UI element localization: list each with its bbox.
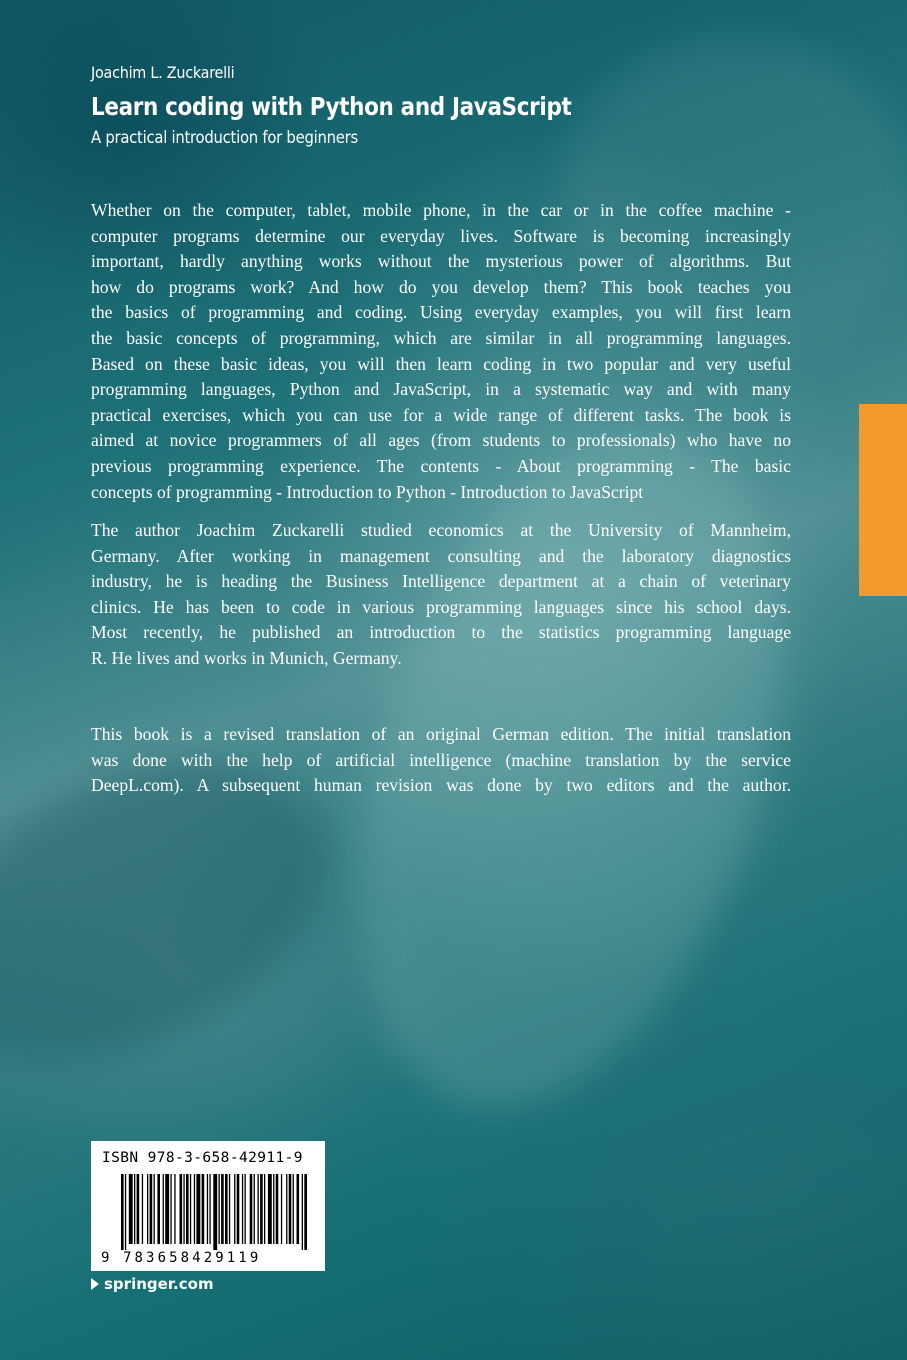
barcode-bars	[121, 1174, 307, 1250]
orange-accent-tab	[859, 404, 907, 596]
bio-line: clinics. He has been to code in various programming languages since his school days.	[91, 596, 791, 617]
bio-line: Most recently, he published an introduction to the statistics programming language	[91, 622, 791, 643]
book-description	[91, 198, 791, 505]
description-line: programming languages, Python and JavaScript, in a systematic way and with many	[91, 379, 791, 400]
description-line: concepts of programming - Introduction to Python - Introduction to JavaScript	[91, 481, 644, 502]
note-line: This book is a revised translation of an original German edition. The initial translation	[91, 724, 791, 744]
author-bio	[91, 518, 791, 672]
isbn-barcode	[91, 1141, 325, 1271]
barcode-digits-rest: 783658429119	[123, 1250, 262, 1266]
note-line: was done with the help of artificial intelligence (machine translation by the service	[91, 749, 791, 770]
book-subtitle: A practical introduction for beginners	[91, 128, 358, 147]
bio-line: R. He lives and works in Munich, Germany.	[91, 647, 402, 668]
publisher-website: springer.com	[104, 1275, 214, 1293]
barcode-digit-first: 9	[101, 1250, 110, 1266]
note-line: DeepL.com). A subsequent human revision was done by two editors and the author.	[91, 775, 791, 796]
translation-note	[91, 722, 791, 799]
description-line: the basic concepts of programming, which are similar in all programming languages.	[91, 327, 791, 348]
play-arrow-icon	[91, 1278, 99, 1290]
description-line: previous programming experience. The contents - About programming - The basic	[91, 455, 791, 476]
author-name: Joachim L. Zuckarelli	[91, 63, 235, 82]
bio-line: Germany. After working in management consulting and the laboratory diagnostics	[91, 545, 791, 566]
description-line: Whether on the computer, tablet, mobile phone, in the car or in the coffee machine -	[91, 200, 791, 220]
book-title: Learn coding with Python and JavaScript	[91, 92, 572, 121]
description-line: computer programs determine our everyday lives. Software is becoming increasingly	[91, 225, 791, 246]
description-line: the basics of programming and coding. Using everyday examples, you will first learn	[91, 302, 791, 323]
bio-line: The author Joachim Zuckarelli studied economics at the University of Mannheim,	[91, 520, 791, 540]
description-line: important, hardly anything works without the mysterious power of algorithms. But	[91, 251, 791, 272]
bio-line: industry, he is heading the Business Intelligence department at a chain of veterinary	[91, 571, 791, 592]
isbn-label: ISBN 978-3-658-42911-9	[102, 1150, 303, 1166]
description-line: practical exercises, which you can use for a wide range of different tasks. The book is	[91, 404, 791, 425]
description-line: aimed at novice programmers of all ages (from students to professionals) who have no	[91, 430, 791, 451]
description-line: Based on these basic ideas, you will then learn coding in two popular and very useful	[91, 353, 791, 374]
description-line: how do programs work? And how do you develop them? This book teaches you	[91, 276, 791, 297]
publisher-link[interactable]	[91, 1275, 214, 1293]
